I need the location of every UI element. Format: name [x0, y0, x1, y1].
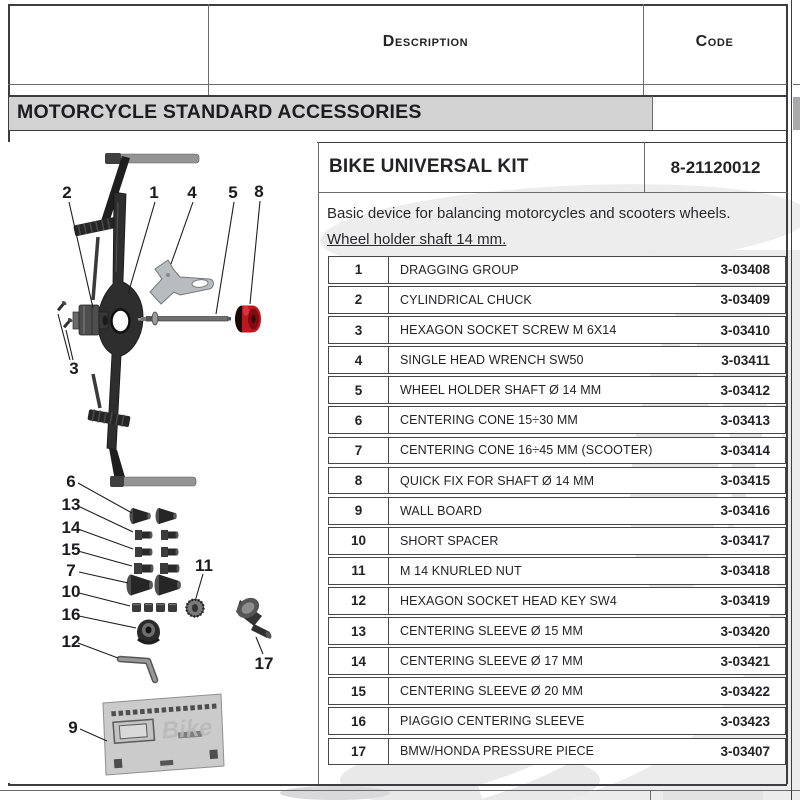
table-row: [328, 376, 786, 404]
grid-line: [786, 4, 788, 784]
part-piaggio-sleeve: [137, 620, 160, 645]
part-description: CENTERING SLEEVE Ø 17 MM: [400, 654, 583, 669]
part-description: DRAGGING GROUP: [400, 262, 519, 277]
part-code: 3-03415: [720, 473, 770, 489]
part-number: 14: [329, 648, 389, 674]
grid-line: [318, 192, 787, 193]
part-number: 12: [329, 588, 389, 614]
table-row: [328, 346, 786, 374]
part-description: QUICK FIX FOR SHAFT Ø 14 MM: [400, 473, 595, 488]
diagram-label-8: 8: [254, 182, 264, 201]
table-row: [328, 647, 786, 675]
diagram-label-2: 2: [62, 183, 72, 202]
diagram-label-11: 11: [195, 556, 213, 575]
diagram-label-6: 6: [66, 472, 76, 491]
diagram-label-13: 13: [61, 495, 81, 514]
table-row: [328, 497, 786, 525]
diagram-label-12: 12: [61, 632, 81, 651]
grid-line: [0, 790, 800, 791]
diagram-label-4: 4: [187, 183, 197, 202]
diagram-label-14: 14: [61, 518, 81, 537]
diagram-label-5: 5: [228, 183, 238, 202]
part-code: 3-03421: [720, 653, 770, 669]
table-row: [328, 617, 786, 645]
part-code: 3-03414: [720, 442, 770, 458]
part-description: WHEEL HOLDER SHAFT Ø 14 MM: [400, 383, 602, 398]
part-description: M 14 KNURLED NUT: [400, 563, 522, 578]
part-description: SINGLE HEAD WRENCH SW50: [400, 353, 584, 368]
part-description: CENTERING SLEEVE Ø 20 MM: [400, 684, 583, 699]
diagram-label-7: 7: [66, 561, 76, 580]
part-description: HEXAGON SOCKET SCREW M 6X14: [400, 323, 617, 338]
diagram-label-17: 17: [254, 654, 274, 673]
table-row: [328, 437, 786, 465]
board-watermark-text: Bike: [160, 713, 214, 745]
part-description: HEXAGON SOCKET HEAD KEY SW4: [400, 593, 617, 608]
part-code: 3-03411: [721, 352, 770, 368]
diagram-label-1: 1: [149, 183, 159, 202]
kit-name: BIKE UNIVERSAL KIT: [329, 156, 529, 177]
part-code: 3-03419: [720, 593, 770, 609]
diagram-label-10: 10: [61, 582, 81, 601]
table-row: [328, 738, 786, 766]
grid-line: [8, 4, 787, 6]
table-row: [328, 677, 786, 705]
part-knurled-nut: [187, 600, 204, 617]
part-code: 3-03408: [720, 262, 770, 278]
page-edge-band: [793, 97, 800, 130]
parts-table: [328, 256, 786, 768]
grid-line: [8, 84, 787, 85]
part-number: 4: [329, 347, 389, 373]
column-header-description: Description: [382, 33, 469, 50]
column-header-code: Code: [695, 33, 734, 50]
part-number: 17: [329, 739, 389, 765]
table-row: [328, 286, 786, 314]
part-description: CENTERING CONE 16÷45 MM (SCOOTER): [400, 443, 653, 458]
table-row: [328, 557, 786, 585]
part-number: 8: [329, 468, 389, 494]
diagram-background: [8, 142, 317, 783]
grid-line: [318, 142, 319, 786]
part-wall-board: [103, 694, 224, 775]
part-code: 3-03413: [720, 412, 770, 428]
diagram-label-15: 15: [61, 540, 81, 559]
part-code: 3-03417: [720, 533, 770, 549]
part-description: BMW/HONDA PRESSURE PIECE: [400, 744, 595, 759]
exploded-parts-diagram: [8, 142, 318, 786]
grid-line: [8, 130, 787, 131]
part-number: 2: [329, 287, 389, 313]
part-description: PIAGGIO CENTERING SLEEVE: [400, 714, 585, 729]
part-quick-fix: [235, 306, 261, 333]
diagram-label-9: 9: [68, 718, 78, 737]
part-code: 3-03416: [720, 503, 770, 519]
table-row: [328, 467, 786, 495]
kit-description-line2: Wheel holder shaft 14 mm.: [327, 231, 507, 248]
part-number: 9: [329, 498, 389, 524]
table-row: [328, 587, 786, 615]
part-number: 13: [329, 618, 389, 644]
part-description: CYLINDRICAL CHUCK: [400, 292, 532, 307]
part-code: 3-03423: [720, 713, 770, 729]
part-code: 3-03407: [720, 743, 770, 759]
grid-line: [652, 96, 653, 130]
diagram-label-16: 16: [61, 605, 81, 624]
table-row: [328, 527, 786, 555]
part-number: 7: [329, 438, 389, 464]
table-row: [328, 406, 786, 434]
kit-description-line1: Basic device for balancing motorcycles and scooters wheels.: [327, 205, 731, 222]
part-number: 15: [329, 678, 389, 704]
part-number: 5: [329, 377, 389, 403]
part-description: CENTERING CONE 15÷30 MM: [400, 413, 578, 428]
part-description: WALL BOARD: [400, 503, 483, 518]
table-row: [328, 316, 786, 344]
diagram-label-3: 3: [69, 359, 79, 378]
part-number: 10: [329, 528, 389, 554]
part-description: SHORT SPACER: [400, 533, 499, 548]
part-number: 11: [329, 558, 389, 584]
table-row: [328, 256, 786, 284]
part-code: 3-03422: [720, 683, 770, 699]
grid-line: [793, 84, 800, 85]
part-number: 6: [329, 407, 389, 433]
part-description: CENTERING SLEEVE Ø 15 MM: [400, 624, 583, 639]
table-row: [328, 707, 786, 735]
part-code: 3-03409: [720, 292, 770, 308]
part-code: 3-03410: [720, 322, 770, 338]
part-code: 3-03412: [720, 382, 770, 398]
grid-line: [650, 791, 651, 800]
part-number: 16: [329, 708, 389, 734]
part-code: 3-03418: [720, 563, 770, 579]
section-title: MOTORCYCLE STANDARD ACCESSORIES: [17, 101, 422, 123]
part-code: 3-03420: [720, 623, 770, 639]
part-number: 3: [329, 317, 389, 343]
part-number: 1: [329, 257, 389, 283]
kit-code: 8-21120012: [670, 158, 761, 177]
